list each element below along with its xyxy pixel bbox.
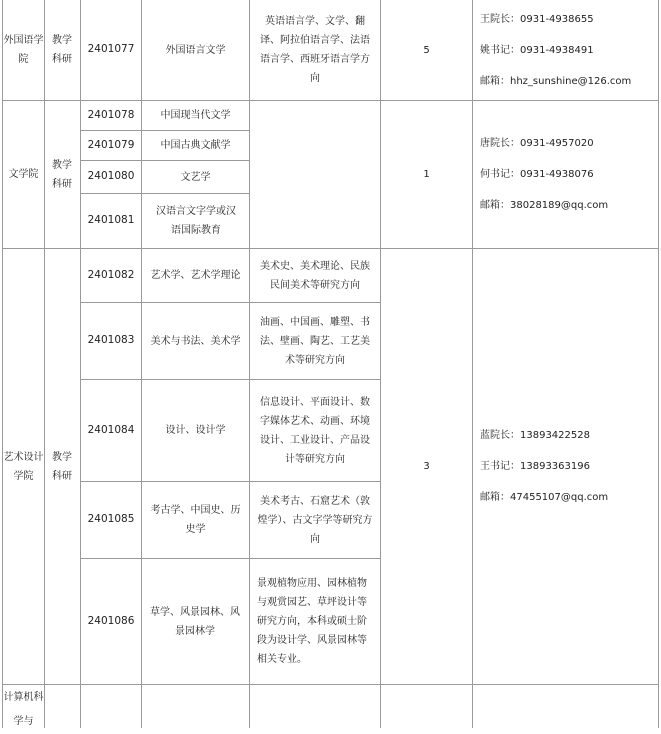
major-name-cell: 中国古典文献学 (160, 140, 231, 151)
major-code-cell: 2401083 (87, 334, 135, 347)
major-name-cell: 外国语言文学 (165, 44, 226, 56)
major-name-cell: 草学、风景园林、风景园林学 (150, 606, 240, 637)
research-direction-cell: 景观植物应用、园林植物与观赏园艺、草坪设计等研究方向，本科或硕士阶段为设计学、风景园林等相关专业。 (257, 578, 367, 665)
contact-cell (480, 249, 658, 684)
contact-cell (480, 101, 658, 248)
major-code-cell: 2401081 (87, 214, 135, 227)
contact-dean: 唐院长：0931-4957020 (480, 138, 594, 149)
contact-email: 邮箱：hhz_sunshine@126.com (480, 75, 632, 87)
research-direction-cell: 美术史、美术理论、民族民间美术等研究方向 (260, 260, 370, 291)
major-code-cell: 2401079 (87, 138, 135, 151)
major-code-cell: 2401086 (87, 614, 135, 627)
major-name-cell: 艺术学、艺术学理论 (150, 270, 241, 281)
headcount-cell: 1 (423, 169, 430, 180)
major-code-cell: 2401085 (87, 513, 135, 526)
headcount-cell: 5 (423, 44, 430, 56)
position-type-cell: 教学科研 (52, 35, 72, 65)
contact-email: 邮箱：38028189@qq.com (480, 200, 609, 211)
research-direction-cell: 油画、中国画、雕塑、书法、壁画、陶艺、工艺美术等研究方向 (260, 316, 370, 366)
college-cell: 外国语学院 (3, 35, 44, 65)
major-code-cell: 2401082 (87, 268, 135, 281)
position-type-cell: 教学科研 (52, 451, 72, 482)
contact-secretary: 姚书记：0931-4938491 (480, 44, 594, 56)
contact-dean: 蓝院长：13893422528 (480, 430, 590, 441)
major-name-cell: 设计、设计学 (165, 425, 226, 436)
contact-secretary: 王书记：13893363196 (480, 461, 590, 472)
major-name-cell: 美术与书法、美术学 (150, 335, 241, 347)
major-code-cell: 2401077 (87, 43, 135, 56)
major-code-cell: 2401078 (87, 108, 135, 121)
contact-email: 邮箱：47455107@qq.com (480, 492, 609, 503)
research-direction-cell: 信息设计、平面设计、数字媒体艺术、动画、环境设计、工业设计、产品设计等研究方向 (260, 396, 370, 465)
major-name-cell: 文艺学 (180, 171, 211, 183)
college-cell: 文学院 (8, 169, 39, 180)
contact-cell (480, 0, 658, 100)
college-cell: 艺术设计学院 (3, 451, 44, 482)
major-name-cell: 中国现当代文学 (160, 110, 231, 121)
research-direction-cell: 英语语言学、文学、翻译、阿拉伯语言学、法语语言学、西班牙语言学方向 (260, 16, 370, 84)
major-name-cell: 汉语言文字学或汉语国际教育 (156, 206, 236, 236)
position-type-cell: 教学科研 (52, 159, 72, 190)
contact-dean: 王院长：0931-4938655 (480, 13, 594, 25)
major-name-cell: 考古学、中国史、历史学 (150, 505, 241, 535)
major-code-cell: 2401080 (87, 170, 135, 183)
contact-secretary: 何书记：0931-4938076 (480, 169, 594, 180)
headcount-cell: 3 (423, 461, 430, 472)
major-code-cell: 2401084 (87, 423, 135, 436)
research-direction-cell: 美术考古、石窟艺术（敦煌学）、古文字学等研究方向 (257, 495, 373, 545)
college-cell: 计算机科学与 (3, 692, 44, 727)
